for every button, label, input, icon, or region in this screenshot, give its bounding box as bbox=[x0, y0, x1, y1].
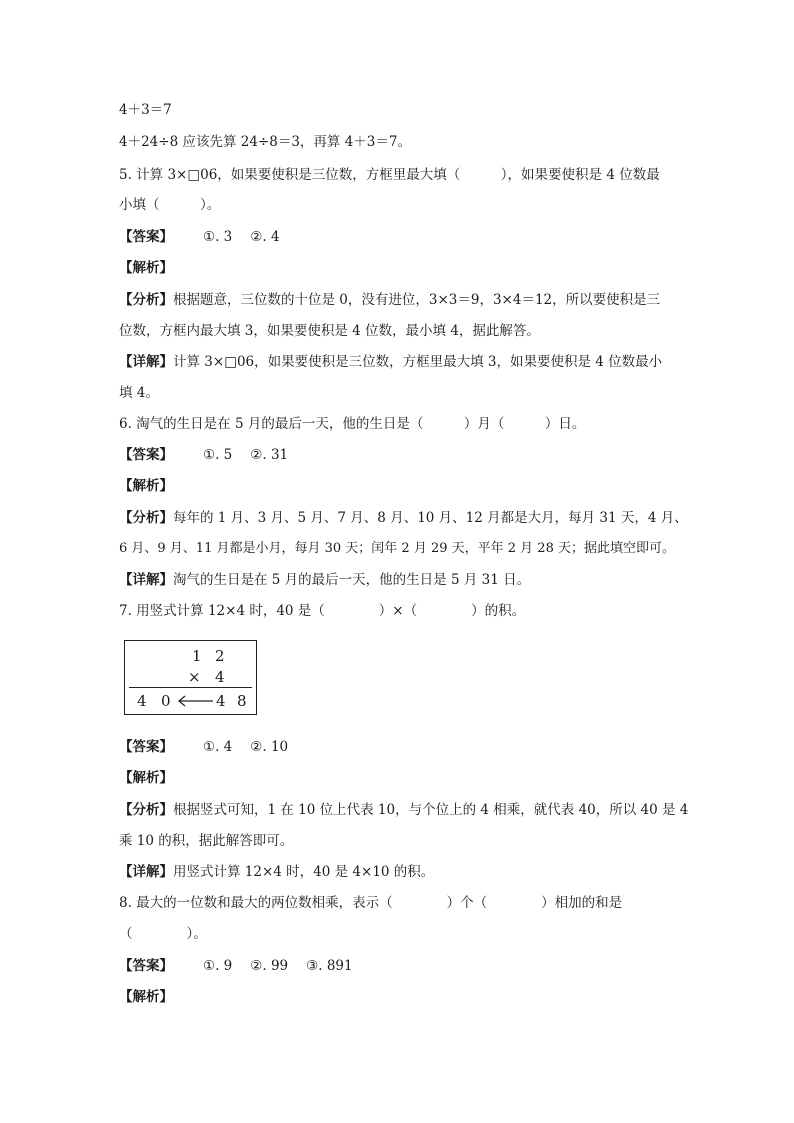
answer-row bbox=[119, 446, 288, 464]
question-5: 5. 计算 3×□06，如果要使积是三位数，方框里最大填（ ），如果要使积是 4 位数最 bbox=[119, 167, 660, 183]
answer-2: ②. 99 bbox=[250, 958, 289, 974]
result-digit-4: 4 bbox=[216, 692, 226, 710]
result-digit-0: 0 bbox=[161, 692, 171, 710]
answer-2: ②. 10 bbox=[250, 739, 289, 755]
analysis-tag: 【分析】 bbox=[119, 802, 173, 818]
result-digit-4: 4 bbox=[137, 692, 147, 710]
times-sign: × bbox=[188, 668, 201, 686]
answer-tag: 【答案】 bbox=[119, 229, 173, 245]
answer-row bbox=[119, 738, 288, 756]
digit-2: 2 bbox=[215, 647, 225, 665]
analysis-tag: 【分析】 bbox=[119, 510, 173, 526]
multiplier-digit: 4 bbox=[215, 668, 225, 686]
answer-row bbox=[119, 957, 353, 975]
question-8-cont: （ ）。 bbox=[119, 926, 207, 942]
detail-line bbox=[119, 863, 434, 881]
analysis-text: 乘 10 的积，据此解答即可。 bbox=[119, 833, 294, 849]
answer-tag: 【答案】 bbox=[119, 447, 173, 463]
detail-tag: 【详解】 bbox=[119, 864, 173, 880]
analysis-text: 位数，方框内最大填 3，如果要使积是 4 位数，最小填 4，据此解答。 bbox=[119, 323, 540, 339]
analysis-heading: 【解析】 bbox=[119, 260, 173, 276]
analysis-text: 根据竖式可知，1 在 10 位上代表 10，与个位上的 4 相乘，就代表 40，所以 40 是 4 bbox=[173, 802, 689, 818]
vertical-multiplication-figure bbox=[124, 640, 257, 715]
text-line: 4＋24÷8 应该先算 24÷8＝3，再算 4＋3＝7。 bbox=[119, 134, 411, 150]
detail-text: 填 4。 bbox=[119, 385, 159, 401]
analysis-line bbox=[119, 801, 688, 819]
answer-row bbox=[119, 228, 280, 246]
analysis-heading: 【解析】 bbox=[119, 770, 173, 786]
text-line: 4＋3＝7 bbox=[119, 102, 172, 118]
analysis-tag: 【分析】 bbox=[119, 292, 173, 308]
answer-1: ①. 4 bbox=[203, 739, 233, 755]
answer-1: ①. 3 bbox=[203, 229, 233, 245]
detail-text: 用竖式计算 12×4 时，40 是 4×10 的积。 bbox=[173, 864, 435, 880]
left-arrow-icon bbox=[176, 694, 214, 708]
analysis-line bbox=[119, 509, 688, 527]
answer-2: ②. 31 bbox=[250, 447, 289, 463]
question-5-cont: 小填（ ）。 bbox=[119, 197, 221, 213]
analysis-text: 6 月、9 月、11 月都是小月，每月 30 天；闰年 2 月 29 天，平年 2 月 28 天；据此填空即可。 bbox=[119, 541, 675, 556]
answer-2: ②. 4 bbox=[250, 229, 280, 245]
detail-text: 淘气的生日是在 5 月的最后一天，他的生日是 5 月 31 日。 bbox=[173, 572, 531, 588]
answer-tag: 【答案】 bbox=[119, 739, 173, 755]
detail-tag: 【详解】 bbox=[119, 354, 173, 370]
detail-line bbox=[119, 353, 662, 371]
underline-rule bbox=[129, 687, 252, 688]
detail-line bbox=[119, 571, 530, 589]
detail-text: 计算 3×□06，如果要使积是三位数，方框里最大填 3，如果要使积是 4 位数最小 bbox=[173, 354, 663, 370]
result-digit-8: 8 bbox=[237, 692, 247, 710]
question-7: 7. 用竖式计算 12×4 时，40 是（ ）×（ ）的积。 bbox=[119, 603, 526, 619]
question-6: 6. 淘气的生日是在 5 月的最后一天，他的生日是（ ）月（ ）日。 bbox=[119, 416, 586, 432]
answer-1: ①. 5 bbox=[203, 447, 233, 463]
analysis-line bbox=[119, 291, 660, 309]
answer-tag: 【答案】 bbox=[119, 958, 173, 974]
analysis-text: 根据题意，三位数的十位是 0，没有进位，3×3＝9，3×4＝12，所以要使积是三 bbox=[173, 292, 661, 308]
answer-3: ③. 891 bbox=[306, 958, 353, 974]
answer-1: ①. 9 bbox=[203, 958, 233, 974]
digit-1: 1 bbox=[192, 647, 202, 665]
analysis-heading: 【解析】 bbox=[119, 989, 173, 1005]
analysis-heading: 【解析】 bbox=[119, 478, 173, 494]
detail-tag: 【详解】 bbox=[119, 572, 173, 588]
question-8: 8. 最大的一位数和最大的两位数相乘，表示（ ）个（ ）相加的和是 bbox=[119, 895, 623, 911]
analysis-text: 每年的 1 月、3 月、5 月、7 月、8 月、10 月、12 月都是大月，每月 31 天，4 月、 bbox=[173, 510, 688, 526]
